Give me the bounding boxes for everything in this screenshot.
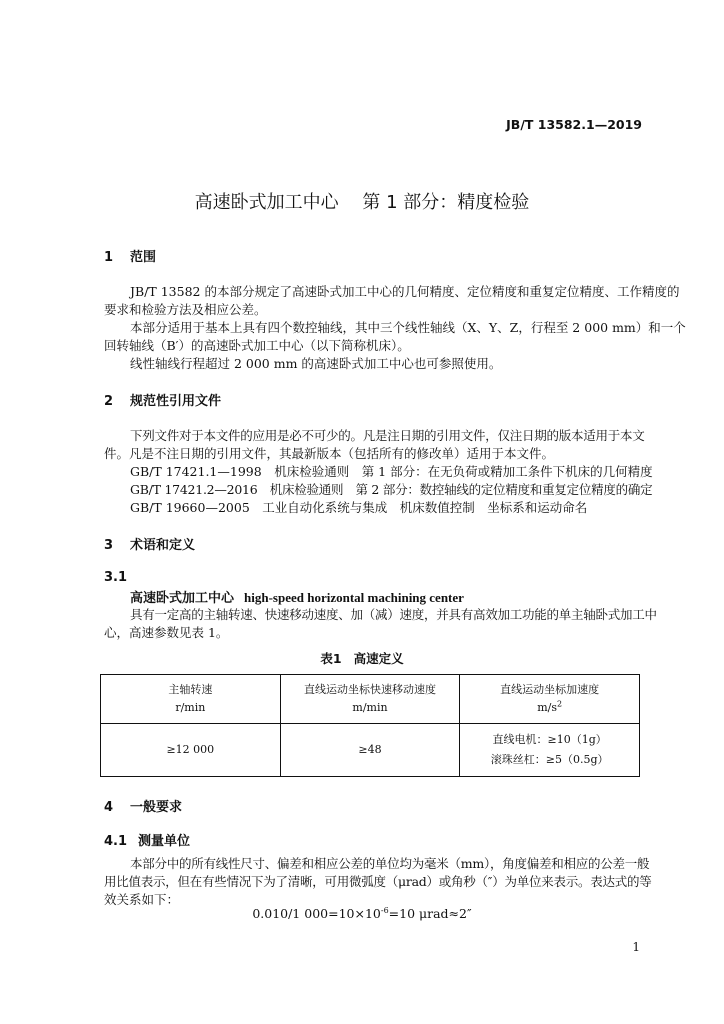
section-title: 规范性引用文件 [130,394,222,409]
section-title: 一般要求 [130,800,183,815]
accel-linear-motor: 直线电机：≥10（1g） [492,733,607,746]
cell-spindle-speed: ≥12 000 [101,724,281,777]
cell-acceleration [460,724,640,777]
paragraph-line: JB/T 13582 的本部分规定了高速卧式加工中心的几何精度、定位精度和重复定位精度、工作精度的 [130,284,680,299]
subsection-number: 4.1 [104,834,128,849]
section-number: 3 [104,538,114,553]
header-unit: $m/s^2$ [537,699,563,714]
term-english: high-speed horizontal machining center [244,590,464,605]
header-name: 直线运动坐标加速度 [500,683,600,696]
accel-ball-screw: 滚珠丝杠：≥5（0.5g） [490,753,609,766]
section-4-heading [104,796,182,815]
paragraph-line: 用比值表示，但在有些情况下为了清晰，可用微弧度（μrad）或角秒（″）为单位来表示。表达式的等 [104,874,652,889]
section-title: 范围 [130,250,157,265]
section-number: 1 [104,250,114,265]
paragraph-line: 要求和检验方法及相应公差。 [104,302,267,317]
header-name: 直线运动坐标快速移动速度 [303,683,436,696]
paragraph-line: 效关系如下： [104,892,180,907]
page-title [0,188,724,214]
section-number: 2 [104,394,114,409]
header-name: 主轴转速 [168,683,213,696]
table-row [101,724,640,777]
paragraph-line: 本部分中的所有线性尺寸、偏差和相应公差的单位均为毫米（mm），角度偏差和相应的公差一般 [130,856,650,871]
paragraph-line: 下列文件对于本文件的应用是必不可少的。凡是注日期的引用文件，仅注日期的版本适用于本文 [130,428,645,443]
title-part: 第 1 部分：精度检验 [362,192,530,213]
section-2-heading [104,390,221,409]
subsection-4-1-heading [104,830,190,849]
reference-item: GB/T 19660—2005 工业自动化系统与集成 机床数值控制 坐标系和运动命名 [130,500,588,515]
equivalence-formula: 0.010/1 $000=10\times 10^{-6}=10$ μrad≈2″ [252,905,472,921]
document-number: JB/T 13582.1—2019 [506,117,642,132]
clause-number: 3.1 [104,570,128,585]
table-number: 表1 [320,651,342,666]
term-chinese: 高速卧式加工中心 [130,591,235,606]
paragraph-line: 回转轴线（B′）的高速卧式加工中心（以下简称机床）。 [104,338,410,353]
section-3-heading [104,534,195,553]
paragraph-line: 本部分适用于基本上具有四个数控轴线，其中三个线性轴线（X、Y、Z，行程至 2 000 mm）和一个 [130,320,686,335]
table-caption [0,649,724,667]
reference-item: GB/T 17421.2—2016 机床检验通则 第 2 部分：数控轴线的定位精度和重复定位精度的确定 [130,482,653,497]
term-entry [130,587,464,606]
header-unit: m/min [352,701,388,714]
section-title: 术语和定义 [130,538,196,553]
page-number: 1 [632,940,640,954]
section-number: 4 [104,800,114,815]
paragraph-line: 件。凡是不注日期的引用文件，其最新版本（包括所有的修改单）适用于本文件。 [104,446,555,461]
table-title: 高速定义 [353,651,404,666]
header-acceleration [460,675,640,724]
section-1-heading [104,246,156,265]
paragraph-line: 心，高速参数见表 1。 [104,625,229,640]
paragraph-line: 具有一定高的主轴转速、快速移动速度、加（减）速度，并具有高效加工功能的单主轴卧式加工中 [130,607,657,622]
cell-rapid-traverse: ≥48 [280,724,460,777]
header-spindle-speed [101,675,281,724]
title-main: 高速卧式加工中心 [194,192,339,213]
header-rapid-traverse [280,675,460,724]
header-unit: r/min [175,701,206,714]
paragraph-line: 线性轴线行程超过 2 000 mm 的高速卧式加工中心也可参照使用。 [130,356,502,371]
reference-item: GB/T 17421.1—1998 机床检验通则 第 1 部分：在无负荷或精加工条件下机床的几何精度 [130,464,653,479]
table-header-row [101,675,640,724]
subsection-title: 测量单位 [138,834,191,849]
speed-definition-table [100,674,640,777]
